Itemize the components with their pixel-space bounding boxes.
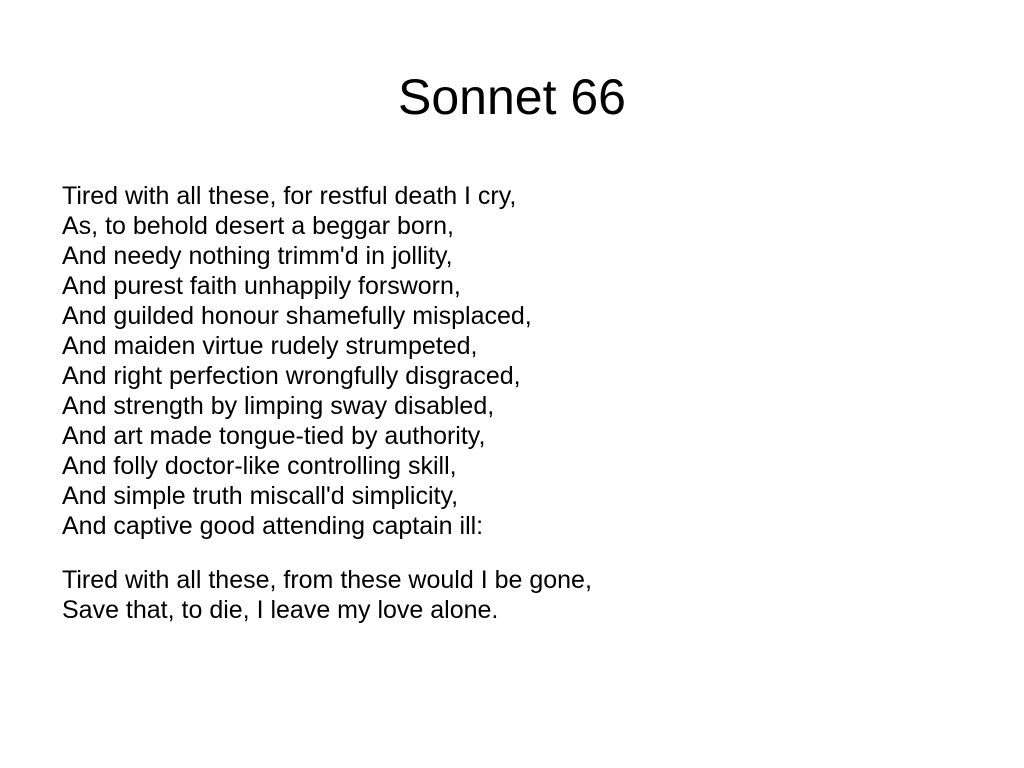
poem-line: And right perfection wrongfully disgraced, [62, 362, 521, 390]
poem-line: And needy nothing trimm'd in jollity, [62, 242, 453, 270]
poem-line: Tired with all these, from these would I be gone, [62, 566, 592, 594]
poem-line: Save that, to die, I leave my love alone. [62, 596, 499, 624]
poem-line: And strength by limping sway disabled, [62, 392, 495, 420]
poem-line: And purest faith unhappily forsworn, [62, 272, 461, 300]
slide-title: Sonnet 66 [398, 69, 626, 125]
poem-line: Tired with all these, for restful death I cry, [62, 182, 517, 210]
poem-line: And guilded honour shamefully misplaced, [62, 302, 532, 330]
poem-line: And art made tongue-tied by authority, [62, 422, 486, 450]
poem-line: And folly doctor-like controlling skill, [62, 452, 457, 480]
poem-line: As, to behold desert a beggar born, [62, 212, 454, 240]
stanza-2 [62, 565, 962, 625]
stanza-1 [62, 181, 962, 541]
slide-body [62, 181, 962, 649]
poem-line: And captive good attending captain ill: [62, 512, 484, 540]
poem-line: And maiden virtue rudely strumpeted, [62, 332, 478, 360]
poem-line: And simple truth miscall'd simplicity, [62, 482, 459, 510]
